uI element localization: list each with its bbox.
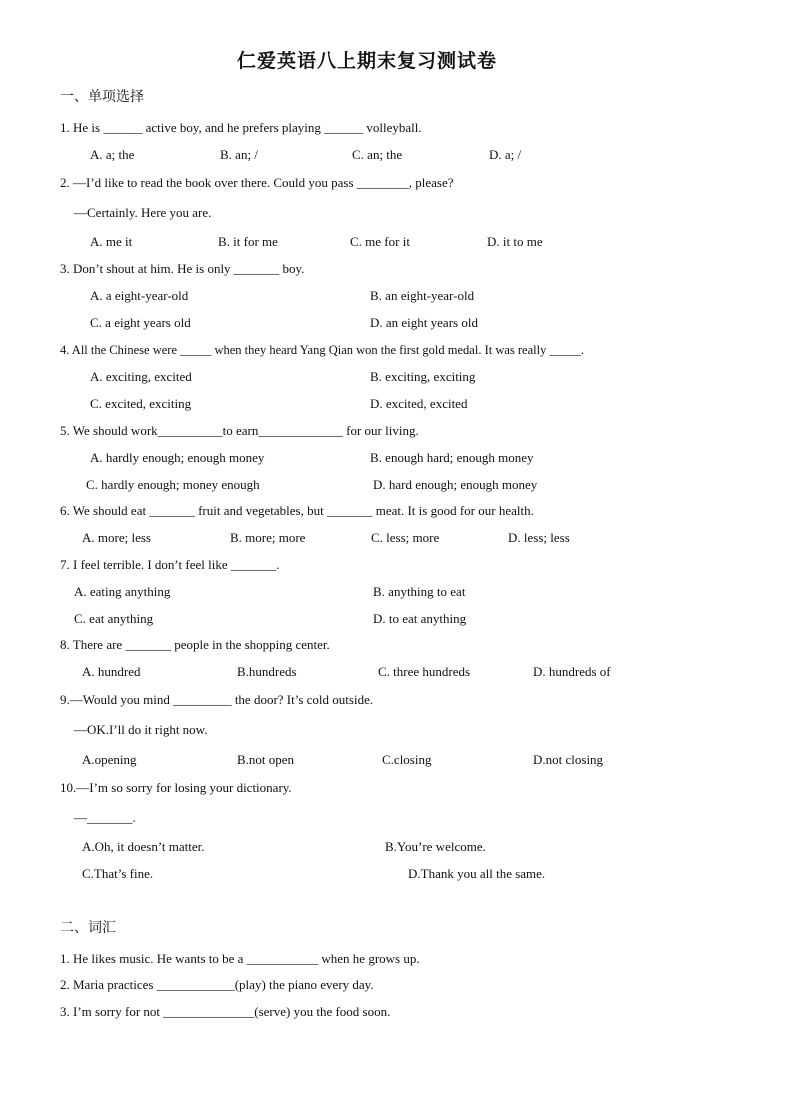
q10-option-b: B.You’re welcome. (385, 839, 486, 854)
q8-option-c: C. three hundreds (378, 664, 471, 679)
q7-option-c: C. eat anything (74, 611, 154, 626)
vocab-item-1: 1. He likes music. He wants to be a ___________ when he grows up. (60, 951, 420, 966)
q5-option-b: B. enough hard; enough money (370, 450, 534, 465)
page-title: 仁爱英语八上期末复习测试卷 (237, 51, 498, 72)
vocab-item-3: 3. I’m sorry for not ______________(serve) you the food soon. (60, 1004, 391, 1019)
question-10-stem: 10.—I’m so sorry for losing your dictionary. (60, 780, 292, 795)
q10-reply: —_______. (74, 810, 136, 825)
q4-option-a: A. exciting, excited (90, 369, 192, 384)
vocab-item-2: 2. Maria practices ____________(play) the piano every day. (60, 977, 374, 992)
question-9-stem: 9.—Would you mind _________ the door? It’s cold outside. (60, 692, 374, 707)
q9-option-c: C.closing (382, 752, 432, 767)
q2-option-a: A. me it (90, 234, 133, 249)
section-1-heading: 一、单项选择 (60, 90, 144, 105)
q4-option-b: B. exciting, exciting (370, 369, 476, 384)
q4-option-c: C. excited, exciting (90, 396, 192, 411)
q3-option-d: D. an eight years old (370, 315, 478, 330)
q6-option-a: A. more; less (82, 530, 151, 545)
q7-option-d: D. to eat anything (373, 611, 467, 626)
q1-option-a: A. a; the (90, 147, 135, 162)
question-4-stem: 4. All the Chinese were _____ when they heard Yang Qian won the first gold medal. It was really _____. (60, 343, 584, 357)
q2-option-c: C. me for it (350, 234, 410, 249)
q1-option-d: D. a; / (489, 147, 522, 162)
q8-option-d: D. hundreds of (533, 664, 611, 679)
q9-option-d: D.not closing (533, 752, 604, 767)
q5-option-c: C. hardly enough; money enough (86, 477, 260, 492)
q3-option-c: C. a eight years old (90, 315, 191, 330)
section-2-heading: 二、词汇 (60, 921, 116, 936)
q3-option-a: A. a eight-year-old (90, 288, 189, 303)
q4-option-d: D. excited, excited (370, 396, 468, 411)
q6-option-d: D. less; less (508, 530, 570, 545)
q1-option-b: B. an; / (220, 147, 258, 162)
question-2-stem: 2. —I’d like to read the book over there. Could you pass ________, please? (60, 175, 454, 190)
q7-option-a: A. eating anything (74, 584, 171, 599)
q5-option-d: D. hard enough; enough money (373, 477, 538, 492)
q8-option-b: B.hundreds (237, 664, 297, 679)
q1-option-c: C. an; the (352, 147, 403, 162)
q9-reply: —OK.I’ll do it right now. (74, 722, 208, 737)
q6-option-b: B. more; more (230, 530, 306, 545)
question-6-stem: 6. We should eat _______ fruit and vegetables, but _______ meat. It is good for our health. (60, 503, 534, 518)
q8-option-a: A. hundred (82, 664, 141, 679)
q5-option-a: A. hardly enough; enough money (90, 450, 265, 465)
q3-option-b: B. an eight-year-old (370, 288, 475, 303)
q9-option-a: A.opening (82, 752, 137, 767)
q7-option-b: B. anything to eat (373, 584, 466, 599)
q2-option-d: D. it to me (487, 234, 543, 249)
q10-option-a: A.Oh, it doesn’t matter. (82, 839, 205, 854)
q9-option-b: B.not open (237, 752, 295, 767)
q10-option-d: D.Thank you all the same. (408, 866, 546, 881)
question-1-stem: 1. He is ______ active boy, and he prefers playing ______ volleyball. (60, 120, 422, 135)
q2-option-b: B. it for me (218, 234, 278, 249)
question-3-stem: 3. Don’t shout at him. He is only _______ boy. (60, 261, 305, 276)
question-7-stem: 7. I feel terrible. I don’t feel like _______. (60, 557, 280, 572)
question-5-stem: 5. We should work__________to earn_____________ for our living. (60, 423, 419, 438)
q10-option-c: C.That’s fine. (82, 866, 154, 881)
question-8-stem: 8. There are _______ people in the shopping center. (60, 637, 330, 652)
q2-reply: —Certainly. Here you are. (74, 205, 212, 220)
q6-option-c: C. less; more (371, 530, 440, 545)
